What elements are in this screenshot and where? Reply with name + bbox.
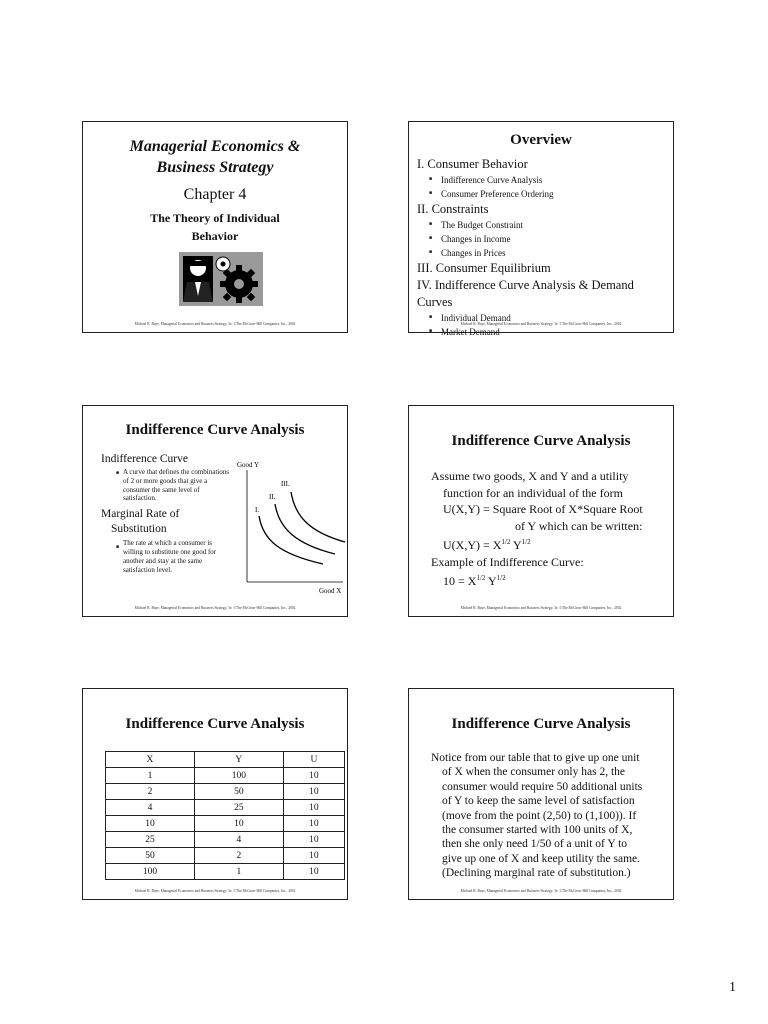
text-line: Assume two goods, X and Y and a utility: [431, 469, 629, 483]
table-cell: 10: [283, 784, 344, 800]
term-indifference-curve: Indifference Curve: [101, 453, 188, 465]
table-cell: 50: [106, 848, 195, 864]
slide-footer: Michael R. Baye, Managerial Economics and Business Strategy, 3e. ©The McGraw-Hill Companies, Inc., 2002: [134, 889, 296, 893]
text-line: the consumer started with 100 units of X,: [442, 824, 633, 837]
chapter-label: Chapter 4: [183, 186, 247, 203]
term-mrs-line2: Substitution: [111, 523, 167, 536]
subtitle-line2: Behavior: [191, 229, 239, 243]
slide-title-line2: Business Strategy: [156, 159, 274, 176]
text-line: consumer would require 50 additional units: [442, 780, 643, 793]
table-cell: 10: [283, 800, 344, 816]
example-formula: [431, 570, 643, 590]
text-line: Example of Indifference Curve:: [431, 554, 584, 569]
overview-title: Overview: [510, 132, 572, 148]
table-cell: 1: [194, 864, 283, 880]
slide-footer: Michael R. Baye, Managerial Economics and Business Strategy, 3e. ©The McGraw-Hill Companies, Inc., 2002: [460, 889, 622, 893]
text-line: of Y to keep the same level of satisfaction: [442, 795, 635, 808]
utility-text: [431, 468, 643, 590]
text-line: then she only need 1/50 of a unit of Y to: [442, 838, 628, 851]
slide-title: [82, 121, 348, 333]
overview-item: IV. Indifference Curve Analysis & Demand Curves: [417, 278, 634, 309]
curve-label: I.: [255, 506, 260, 514]
overview-subitem: ■ Changes in Income: [427, 232, 669, 246]
table-cell: 10: [283, 768, 344, 784]
formula-part: Y: [485, 574, 497, 588]
slide-utility-table: [82, 688, 348, 900]
slide-mrs-explanation: [408, 688, 674, 900]
bullet-icon: ■: [116, 545, 120, 550]
subtitle-line1: The Theory of Individual: [150, 211, 280, 225]
table-row: [106, 832, 345, 848]
businessman-gears-clipart-icon: [179, 252, 263, 306]
term-mrs-line1: Marginal Rate of: [101, 508, 180, 521]
explanation-text: [431, 751, 642, 881]
text-line: Notice from our table that to give up one unit: [431, 752, 640, 764]
slide-heading: Indifference Curve Analysis: [125, 422, 305, 438]
indifference-curve-3: [291, 492, 345, 542]
table-row: [106, 800, 345, 816]
table-header-cell: X: [106, 752, 195, 768]
slide-heading: Indifference Curve Analysis: [451, 716, 631, 732]
definition-block: [101, 452, 233, 574]
text-line: U(X,Y) = Square Root of X*Square Root: [443, 502, 643, 516]
definition-text: The rate at which a consumer is willing to substitute one good for another and stay at the same satisfaction level.: [123, 539, 217, 574]
formula-exponent: 1/2: [476, 574, 486, 582]
slide-utility-function: [408, 405, 674, 617]
text-line: (move from the point (2,50) to (1,100)). If: [442, 809, 637, 822]
table-cell: 10: [283, 832, 344, 848]
text-line: function for an individual of the form: [443, 485, 623, 500]
overview-subitem: ■ Changes in Prices: [427, 246, 669, 260]
table-row: [106, 768, 345, 784]
slide-heading: Indifference Curve Analysis: [451, 433, 631, 449]
table-header-row: [106, 752, 345, 768]
overview-item: I. Consumer Behavior: [417, 157, 528, 171]
overview-item: III. Consumer Equilibrium: [417, 261, 551, 275]
table-row: [106, 816, 345, 832]
table-cell: 10: [283, 864, 344, 880]
overview-subitem: ■ Market Demand: [427, 325, 669, 339]
slide-footer: Michael R. Baye, Managerial Economics and Business Strategy, 3e. ©The McGraw-Hill Companies, Inc., 2002: [460, 322, 622, 326]
table-cell: 100: [106, 864, 195, 880]
overview-list: [417, 156, 669, 339]
table-cell: 2: [106, 784, 195, 800]
slide-footer: Michael R. Baye, Managerial Economics and Business Strategy, 3e. ©The McGraw-Hill Companies, Inc., 2002: [460, 606, 622, 610]
utility-formula: [431, 534, 643, 554]
table-header-cell: Y: [194, 752, 283, 768]
slide-heading: Indifference Curve Analysis: [125, 716, 305, 732]
slide-indifference-curve-def: [82, 405, 348, 617]
slide-footer: Michael R. Baye, Managerial Economics and Business Strategy, 3e. ©The McGraw-Hill Companies, Inc., 2002: [134, 606, 296, 610]
formula-part: 10 = X: [443, 574, 477, 588]
definition-text: A curve that defines the combinations of 2 or more goods that give a consumer the same level of satisfaction.: [123, 468, 229, 503]
table-cell: 4: [194, 832, 283, 848]
indifference-curve-2: [275, 504, 335, 554]
table-cell: 10: [194, 816, 283, 832]
table-cell: 25: [106, 832, 195, 848]
overview-subitem: ■ The Budget Constraint: [427, 218, 669, 232]
text-line: give up one of X and keep utility the same.: [442, 852, 641, 865]
overview-item: II. Constraints: [417, 202, 489, 216]
overview-subitem: ■ Consumer Preference Ordering: [427, 187, 669, 201]
page-number: 1: [729, 980, 736, 995]
text-line: of X when the consumer only has 2, the: [442, 766, 626, 779]
formula-exponent: 1/2: [501, 538, 511, 546]
utility-table: [105, 751, 345, 880]
table-header-cell: U: [283, 752, 344, 768]
overview-subitem: ■ Individual Demand: [427, 311, 669, 325]
table-cell: 2: [194, 848, 283, 864]
table-cell: 10: [106, 816, 195, 832]
table-cell: 10: [283, 848, 344, 864]
slide-title-line1: Managerial Economics &: [129, 138, 301, 155]
text-line: (Declining marginal rate of substitution.): [442, 867, 631, 880]
table-cell: 50: [194, 784, 283, 800]
axis-label-x: Good X: [319, 587, 342, 595]
table-row: [106, 848, 345, 864]
formula-part: U(X,Y) = X: [443, 538, 502, 552]
indifference-curve-chart: [233, 458, 345, 595]
table-row: [106, 784, 345, 800]
curve-label: II.: [269, 493, 276, 501]
table-cell: 10: [283, 816, 344, 832]
curve-label: III.: [281, 480, 290, 488]
overview-subitem: ■ Indifference Curve Analysis: [427, 173, 669, 187]
slide-overview: [408, 121, 674, 337]
table-cell: 100: [194, 768, 283, 784]
bullet-icon: ■: [116, 471, 120, 476]
table-cell: 1: [106, 768, 195, 784]
formula-part: Y: [510, 538, 522, 552]
indifference-curve-1: [259, 516, 323, 564]
slide-footer: Michael R. Baye, Managerial Economics and Business Strategy, 3e. ©The McGraw-Hill Companies, Inc., 2002: [134, 322, 296, 326]
table-cell: 4: [106, 800, 195, 816]
formula-exponent: 1/2: [521, 538, 531, 546]
axis-label-y: Good Y: [237, 461, 260, 469]
formula-exponent: 1/2: [496, 574, 506, 582]
text-line: of Y which can be written:: [515, 518, 643, 533]
table-cell: 25: [194, 800, 283, 816]
table-row: [106, 864, 345, 880]
